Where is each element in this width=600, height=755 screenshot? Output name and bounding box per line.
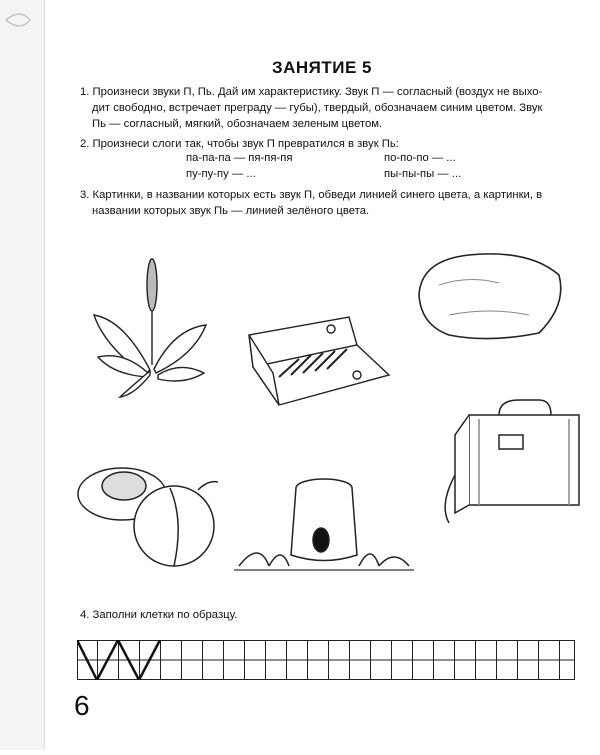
page-number: 6 [74, 690, 90, 721]
task-2-text: 2. Произнеси слоги так, чтобы звук П превратился в звук Пь: [80, 138, 399, 150]
briefcase-icon[interactable] [439, 395, 589, 525]
workbook-page [44, 0, 600, 750]
task-3-line-2: названии которых звук Пь — линией зелёного цвета. [92, 205, 370, 217]
pillow-icon[interactable] [409, 245, 569, 345]
task-2 [80, 136, 560, 152]
task-3-line-1: 3. Картинки, в названии которых есть звук П, обведи линией синего цвета, а картинки, в [80, 189, 543, 201]
task-4-text: 4. Заполни клетки по образцу. [80, 609, 238, 621]
syllable-3: пу-пу-пу — ... [186, 168, 256, 180]
tree-stump-icon[interactable] [229, 470, 419, 580]
task-4 [80, 607, 560, 623]
task-1-line-2: дит свободно, встречает преграду — губы), твердый, обозначаем синим цветом. Звук [92, 102, 543, 114]
spiral-binding [0, 0, 45, 750]
syllable-4: пы-пы-пы — ... [384, 168, 462, 180]
pencil-case-icon[interactable] [239, 305, 399, 415]
task-1 [80, 84, 560, 132]
task-3 [80, 187, 560, 219]
task-1-line-1: 1. Произнеси звуки П, Пь. Дай им характеристику. Звук П — согласный (воздух не выхо- [80, 86, 543, 98]
task-1-line-3: Пь — согласный, мягкий, обозначаем зеленым цветом. [92, 118, 383, 130]
spiral-binding-graphic [0, 0, 44, 750]
syllable-1: па-па-па — пя-пя-пя [186, 152, 293, 164]
peach-icon[interactable] [74, 460, 224, 570]
plantain-icon[interactable] [84, 245, 214, 405]
page-title: ЗАНЯТИЕ 5 [271, 58, 373, 77]
syllable-2: по-по-по — ... [384, 152, 456, 164]
writing-grid[interactable] [77, 640, 575, 680]
